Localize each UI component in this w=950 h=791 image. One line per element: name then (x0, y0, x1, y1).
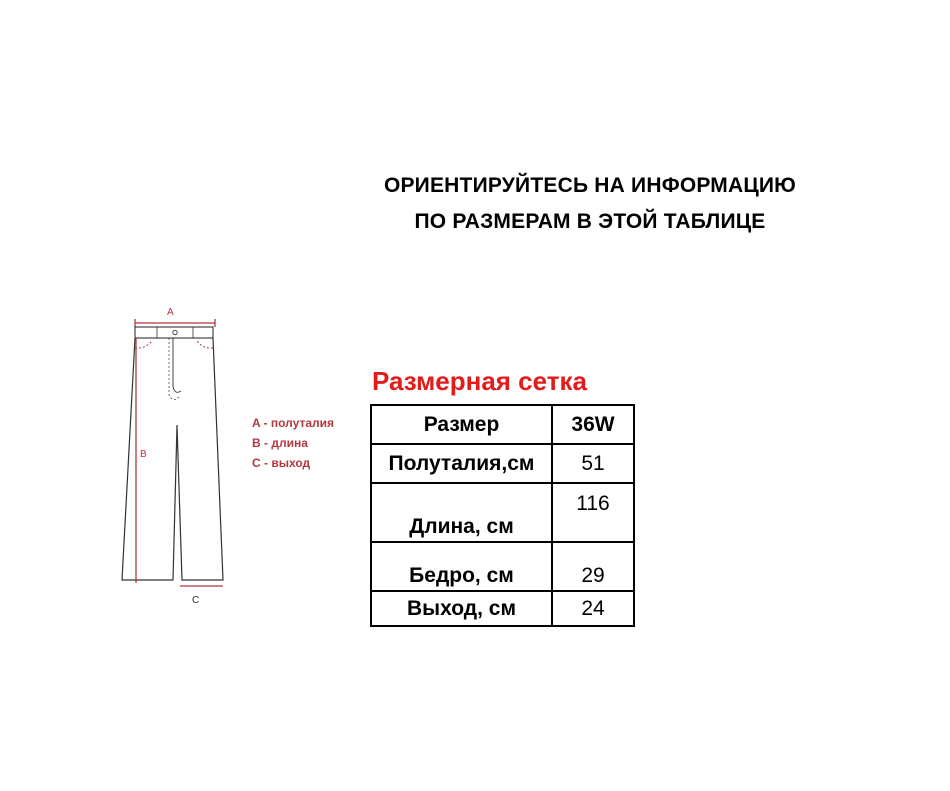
page-heading (330, 168, 850, 240)
pants-diagram (105, 295, 255, 615)
table-row (371, 444, 634, 483)
marker-c: C (192, 595, 200, 606)
size-table (370, 404, 635, 627)
legend-item-a: A - полуталия (252, 416, 335, 430)
row-label: Выход, см (371, 591, 552, 626)
left-pocket (135, 341, 152, 348)
row-value: 116 (552, 483, 634, 542)
diagram-legend (252, 413, 334, 473)
table-row (371, 483, 634, 542)
table-row (371, 542, 634, 591)
table-header-label: Размер (371, 405, 552, 444)
fly-seam (173, 338, 181, 392)
marker-b: B (140, 449, 147, 460)
button-icon (173, 330, 177, 334)
size-chart-title: Размерная сетка (372, 366, 587, 396)
row-label: Бедро, см (371, 542, 552, 591)
legend-item-c: C - выход (252, 456, 311, 470)
right-pocket (197, 341, 213, 348)
pants-illustration (105, 295, 255, 615)
marker-a: A (167, 307, 174, 318)
heading-line-2: ПО РАЗМЕРАМ В ЭТОЙ ТАБЛИЦЕ (414, 210, 766, 233)
pants-outline (122, 338, 223, 580)
row-label: Длина, см (371, 483, 552, 542)
row-label: Полуталия,см (371, 444, 552, 483)
waistband (135, 327, 213, 338)
legend-item-b: B - длина (252, 436, 308, 450)
row-value: 51 (552, 444, 634, 483)
table-row (371, 591, 634, 626)
row-value: 29 (552, 542, 634, 591)
table-header-value: 36W (552, 405, 634, 444)
heading-line-1: ОРИЕНТИРУЙТЕСЬ НА ИНФОРМАЦИЮ (383, 174, 797, 197)
table-header-row (371, 405, 634, 444)
row-value: 24 (552, 591, 634, 626)
